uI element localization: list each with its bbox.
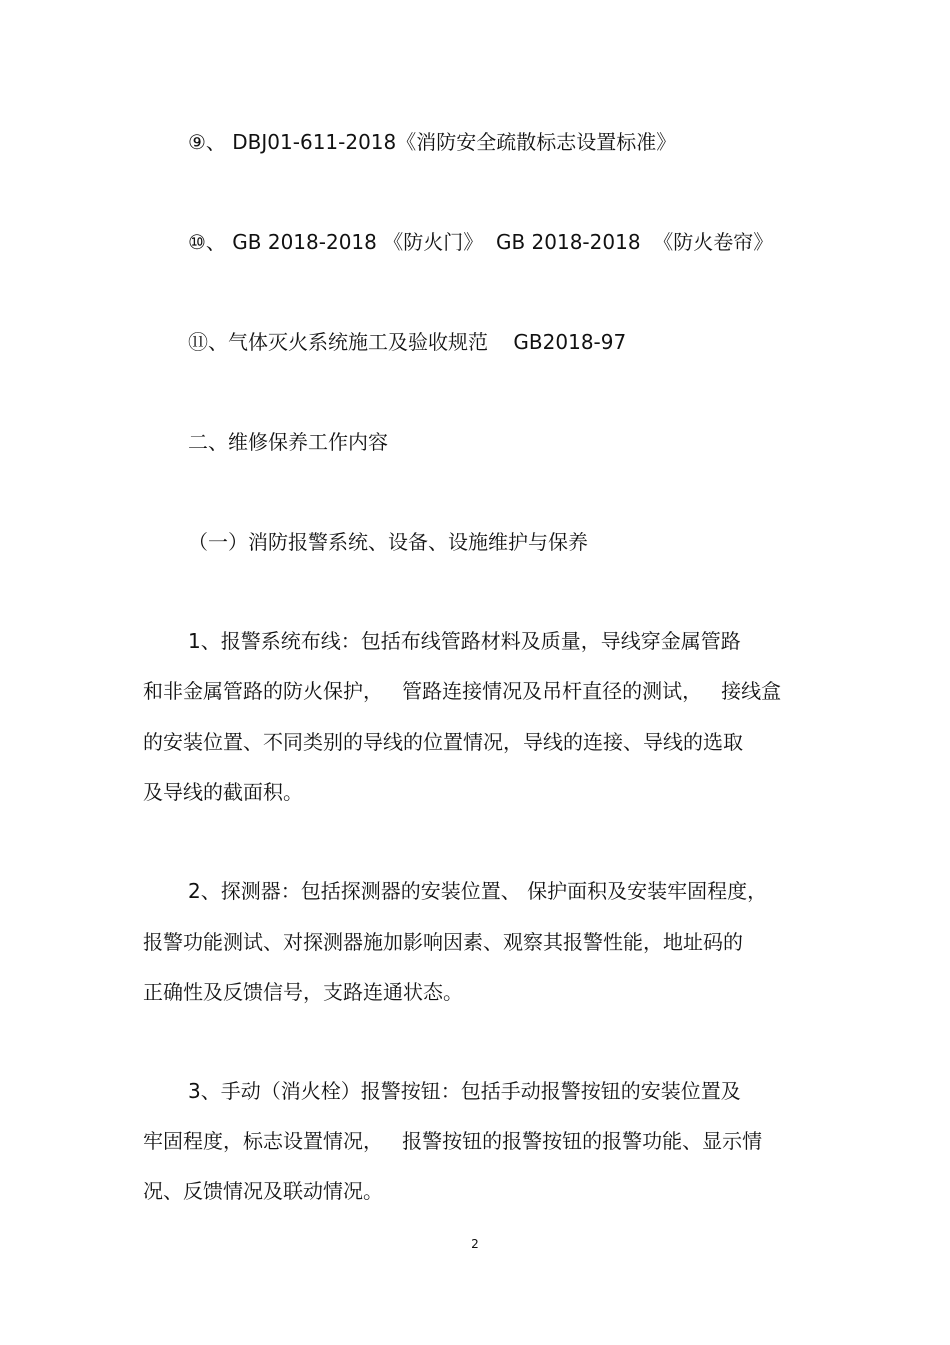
paragraph-1-line-4: 及导线的截面积。 xyxy=(143,780,303,804)
paragraph-3-line-2: 牢固程度，标志设置情况， 报警按钮的报警按钮的报警功能、显示情 xyxy=(143,1129,763,1153)
paragraph-3-line-3: 况、反馈情况及联动情况。 xyxy=(143,1179,383,1203)
paragraph-2-line-3: 正确性及反馈信号，支路连通状态。 xyxy=(143,980,463,1004)
subsection-heading: （一）消防报警系统、设备、设施维护与保养 xyxy=(188,530,588,554)
paragraph-1-line-3: 的安装位置、不同类别的导线的位置情况，导线的连接、导线的选取 xyxy=(143,730,743,754)
paragraph-1-line-1: 1、报警系统布线：包括布线管路材料及质量，导线穿金属管路 xyxy=(188,629,741,653)
paragraph-3-line-1: 3、手动（消火栓）报警按钮：包括手动报警按钮的安装位置及 xyxy=(188,1079,741,1103)
paragraph-2-line-1: 2、探测器：包括探测器的安装位置、 保护面积及安装牢固程度， xyxy=(188,879,768,903)
paragraph-2-line-2: 报警功能测试、对探测器施加影响因素、观察其报警性能，地址码的 xyxy=(143,930,743,954)
section-heading: 二、维修保养工作内容 xyxy=(188,430,388,454)
list-item-11: ⑪、气体灭火系统施工及验收规范 GB2018-97 xyxy=(188,330,627,354)
paragraph-1-line-2: 和非金属管路的防火保护， 管路连接情况及吊杆直径的测试， 接线盒 xyxy=(143,679,782,703)
page-number: 2 xyxy=(471,1237,479,1251)
list-item-9: ⑨、 DBJ01-611-2018《消防安全疏散标志设置标准》 xyxy=(188,130,677,154)
list-item-10: ⑩、 GB 2018-2018 《防火门》 GB 2018-2018 《防火卷帘》 xyxy=(188,230,774,254)
